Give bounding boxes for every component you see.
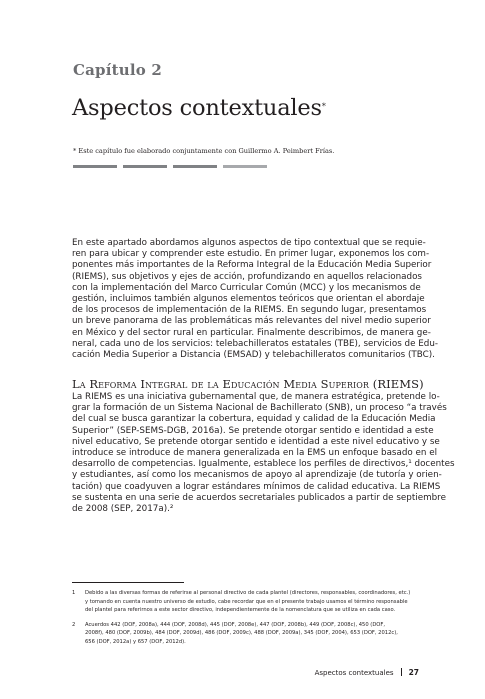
- text-line: (RIEMS), sus objetivos y ejes de acción, profundizando en aquellos relacionados: [72, 271, 422, 282]
- text-line: nivel educativo, Se pretende otorgar sentido e identidad a este nivel educativo y se: [72, 436, 440, 447]
- section-heading: La Reforma Integral de la Educación Media Superior (RIEMS): [72, 377, 424, 391]
- text-line: neral, cada uno de los servicios: telebachilleratos estatales (TBE), servicios de Edu-: [72, 338, 439, 349]
- text-line: grar la formación de un Sistema Nacional de Bachillerato (SNB), un proceso “a través: [72, 403, 447, 414]
- text-line: ponentes más importantes de la Reforma Integral de la Educación Media Superior: [72, 260, 432, 271]
- decorative-bar: [123, 165, 167, 168]
- text-line: un breve panorama de las problemáticas más relevantes del nivel medio superior: [72, 316, 431, 327]
- page-number: 27: [408, 668, 419, 677]
- decorative-bar: [173, 165, 217, 168]
- footnote: [72, 589, 420, 615]
- footnote-line: Debido a las diversas formas de referirse al personal directivo de cada plantel (directores, responsables, coordinadores, etc.): [85, 590, 411, 596]
- footnote-line: del plantel para referirnos a este sector directivo, independientemente de la nomenclatura que se utiliza en cada caso.: [85, 607, 396, 614]
- text-line: La RIEMS es una iniciativa gubernamental que, de manera estratégica, pretende lo-: [72, 392, 440, 402]
- running-title: Aspectos contextuales: [314, 669, 394, 677]
- footnote-rule: [72, 582, 184, 583]
- footnote-line: 2008f), 480 (DOF, 2009b), 484 (DOF, 2009d), 486 (DOF, 2009c), 488 (DOF, 2009a), 345 (DOF, 2004), 653 (DOF, 2012c),: [85, 630, 398, 637]
- footnote-line: 656 (DOF, 2012a) y 657 (DOF, 2012d).: [85, 638, 186, 645]
- text-line: con la implementación del Marco Curricular Común (MCC) y los mecanismos de: [72, 282, 421, 293]
- text-line: de los procesos de implementación de la RIEMS. En segundo lugar, presentamos: [72, 305, 427, 316]
- footnote-line: y tomando en cuenta nuestro universo de estudio, cabe recordar que en el presente trabajo usamos el término responsable: [85, 598, 408, 605]
- text-line: Superior” (SEP-SEMS-DGB, 2016a). Se pretende otorgar sentido e identidad a este: [72, 425, 434, 436]
- text-line: gestión, incluimos también algunos elementos teóricos que orientan el abordaje: [72, 294, 425, 305]
- footnote: [72, 621, 420, 647]
- section-paragraph: [72, 392, 455, 515]
- decorative-bar: [223, 165, 267, 168]
- text-line: se sustenta en una serie de acuerdos secretariales publicados a partir de septiembre: [72, 492, 446, 503]
- text-line: cación Media Superior a Distancia (EMSAD) y telebachilleratos comunitarios (TBC).: [72, 350, 435, 361]
- footnote-number: 2: [72, 621, 76, 628]
- running-footer: [315, 668, 419, 677]
- chapter-authorship-note: * Este capítulo fue elaborado conjuntamente con Guillermo A. Peimbert Frías.: [73, 147, 335, 155]
- chapter-title: [72, 95, 326, 121]
- text-line: tación) que coadyuven a lograr estándares mínimos de calidad educativa. La RIEMS: [72, 481, 441, 492]
- text-line: introduce se introduce de manera generalizada en la EMS un enfoque basado en el: [72, 448, 438, 459]
- text-line: en México y del sector rural en particular. Finalmente describimos, de manera ge-: [72, 327, 431, 338]
- chapter-label: Capítulo 2: [73, 61, 163, 79]
- text-line: En este apartado abordamos algunos aspectos de tipo contextual que se requie-: [72, 238, 426, 248]
- footnote-line: Acuerdos 442 (DOF, 2008a), 444 (DOF, 2008d), 445 (DOF, 2008e), 447 (DOF, 2008b), 449 (DOF, 2008c), 450 (DOF,: [85, 621, 386, 628]
- footer-separator: [401, 668, 402, 676]
- text-line: y estudiantes, así como los mecanismos de apoyo al aprendizaje (de tutoría y orien-: [72, 470, 442, 481]
- footnote-number: 1: [72, 590, 76, 596]
- intro-paragraph: [72, 238, 439, 361]
- footnotes: [72, 589, 420, 653]
- text-line: desarrollo de competencias. Igualmente, establece los perfiles de directivos,¹ docentes: [72, 459, 455, 470]
- chapter-title-footnote-marker: *: [321, 102, 326, 111]
- chapter-title-text: Aspectos contextuales: [72, 95, 322, 121]
- text-line: de 2008 (SEP, 2017a).²: [72, 504, 174, 515]
- text-line: del cual se busca garantizar la cobertura, equidad y calidad de la Educación Media: [72, 414, 436, 425]
- decorative-bar: [73, 165, 117, 168]
- text-line: ren para ubicar y comprender este estudio. En primer lugar, exponemos los com-: [72, 249, 430, 260]
